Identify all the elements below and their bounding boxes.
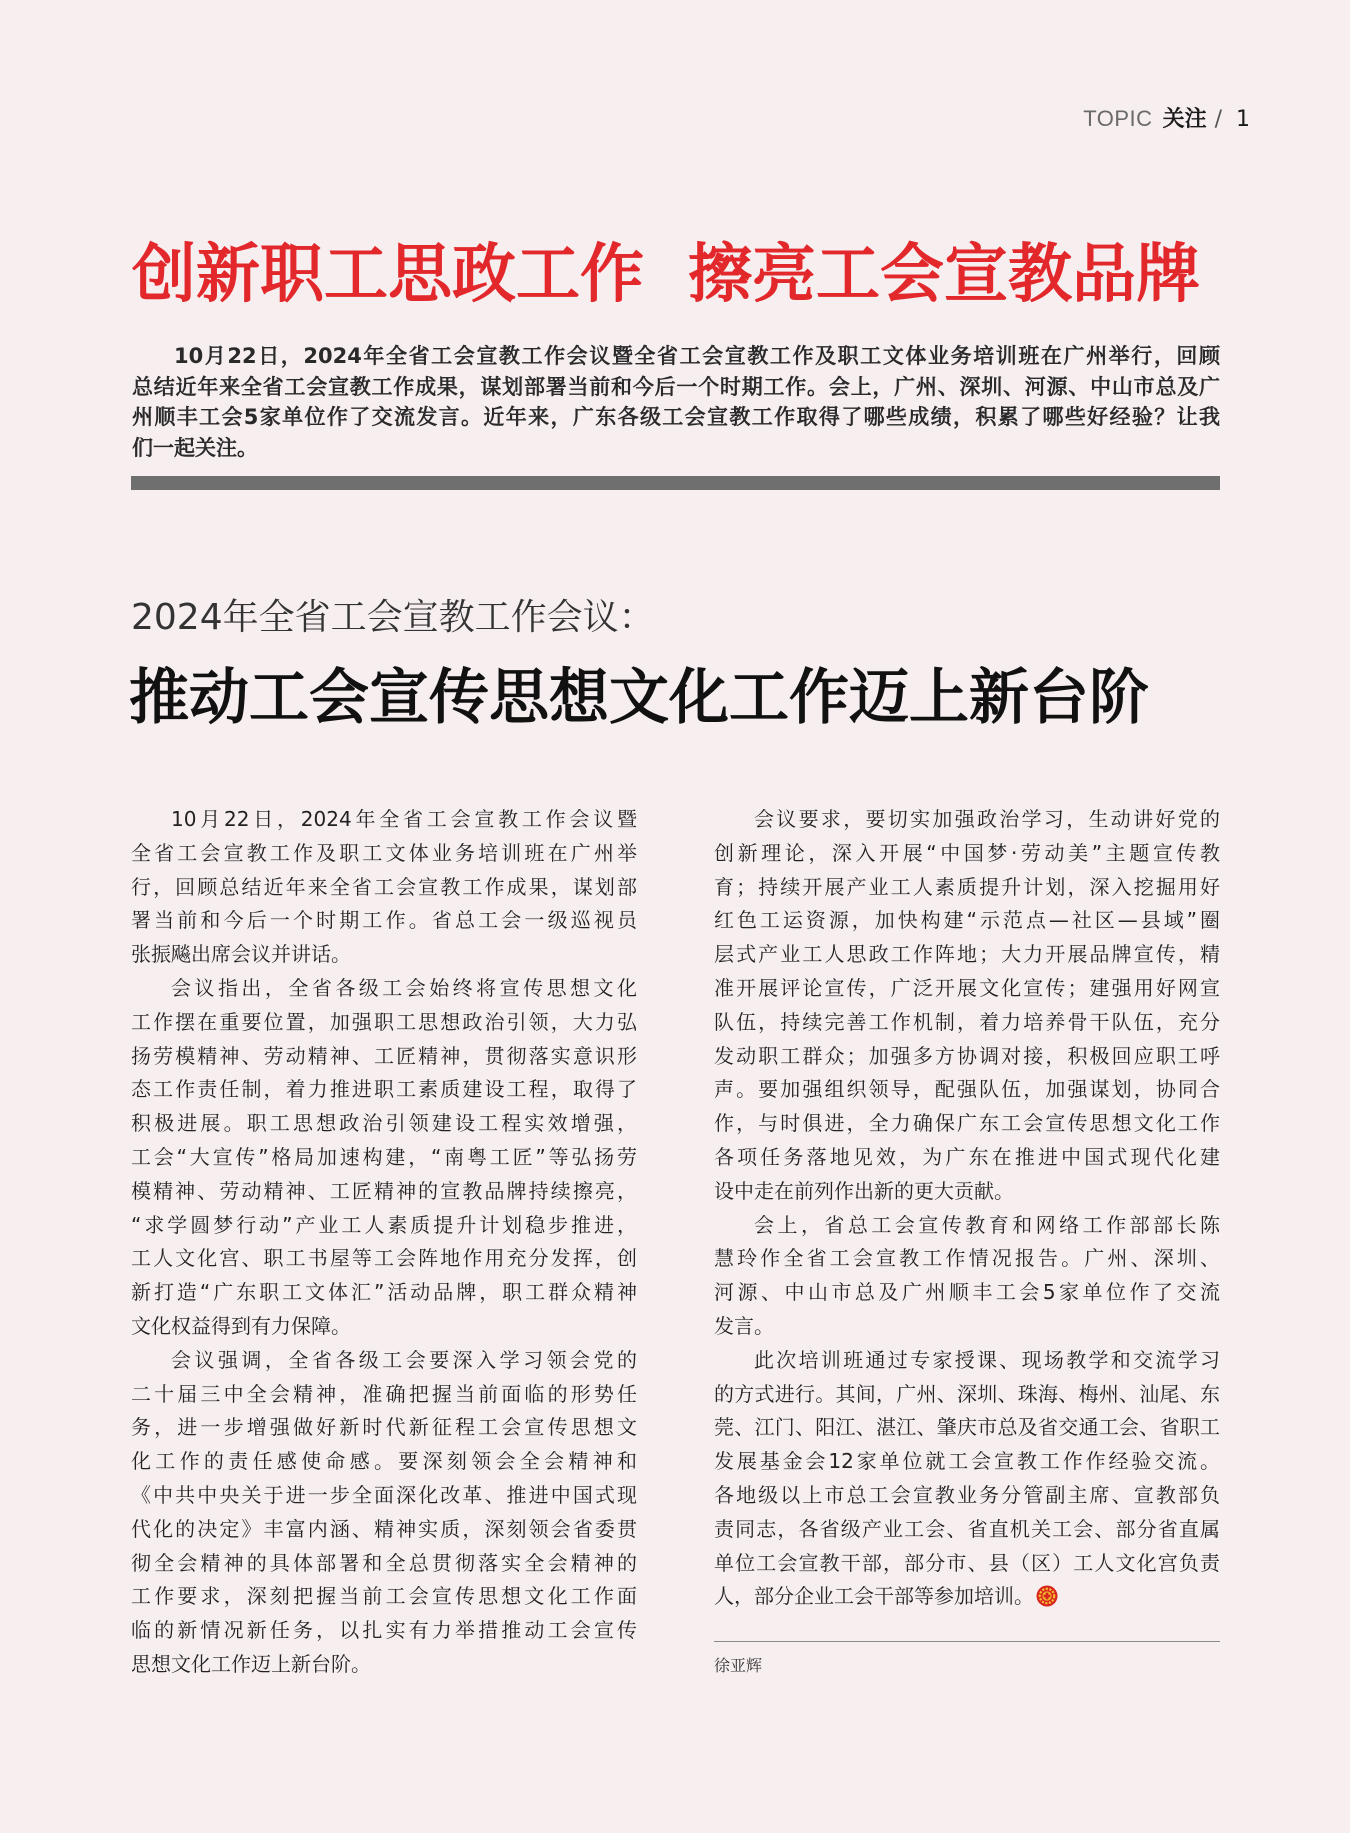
text-line: 发展基金会12家单位就工会宣教工作作经验交流。 [714, 1449, 1220, 1474]
text-line: 全省工会宣教工作及职工文体业务培训班在广州举 [131, 840, 637, 865]
text-line: 各项任务落地见效，为广东在推进中国式现代化建 [714, 1144, 1220, 1169]
article-column-left [131, 803, 637, 1682]
text-line: 州顺丰工会5家单位作了交流发言。近年来，广东各级工会宣教工作取得了哪些成绩，积累了哪些好经验？让我 [132, 405, 1220, 430]
text-line: 会议要求，要切实加强政治学习，生动讲好党的 [754, 807, 1220, 831]
text-line: 会议强调，全省各级工会要深入学习领会党的 [171, 1347, 637, 1372]
text-line: 积极进展。职工思想政治引领建设工程实效增强， [131, 1111, 637, 1136]
text-line: 二十届三中全会精神，准确把握当前面临的形势任 [131, 1381, 637, 1406]
text-line: 工作摆在重要位置，加强职工思想政治引领，大力弘 [131, 1009, 637, 1034]
text-line: 态工作责任制，着力推进职工素质建设工程，取得了 [131, 1077, 637, 1102]
text-line: 扬劳模精神、劳动精神、工匠精神，贯彻落实意识形 [131, 1043, 637, 1068]
text-line: 《中共中央关于进一步全面深化改革、推进中国式现 [131, 1482, 637, 1507]
text-line: 创新理论，深入开展“中国梦·劳动美”主题宣传教 [714, 840, 1220, 865]
text-line: 彻全会精神的具体部署和全总贯彻落实全会精神的 [131, 1550, 637, 1575]
section-label: 关注 [1162, 107, 1207, 132]
text-line: 总结近年来全省工会宣教工作成果，谋划部署当前和今后一个时期工作。会上，广州、深圳、河源、中山市总及广 [132, 374, 1220, 399]
page-number: 1 [1236, 107, 1250, 132]
paragraph [714, 1344, 1220, 1614]
article-kicker: 2024年全省工会宣教工作会议： [131, 597, 655, 638]
text-line: 模精神、劳动精神、工匠精神的宣教品牌持续擦亮， [131, 1178, 637, 1203]
text-line: 新打造“广东职工文体汇”活动品牌，职工群众精神 [131, 1280, 637, 1305]
section-divider-bar [131, 476, 1220, 490]
intro-paragraph [132, 341, 1220, 464]
text-line: 责同志，各省级产业工会、省直机关工会、部分省直属 [714, 1516, 1220, 1541]
text-line: 行，回顾总结近年来全省工会宣教工作成果，谋划部 [131, 874, 637, 899]
text-line: 思想文化工作迈上新台阶。 [131, 1651, 371, 1676]
text-line: 各地级以上市总工会宣教业务分管副主席、宣教部负 [714, 1482, 1220, 1507]
paragraph [131, 803, 637, 972]
text-line: 声。要加强组织领导，配强队伍，加强谋划，协同合 [714, 1077, 1220, 1102]
text-line: 准开展评论宣传，广泛开展文化宣传；建强用好网宣 [714, 975, 1220, 1000]
text-line: 队伍，持续完善工作机制，着力培养骨干队伍，充分 [714, 1009, 1220, 1034]
text-line: 工会“大宣传”格局加速构建，“南粤工匠”等弘扬劳 [131, 1144, 637, 1169]
topic-label: TOPIC [1083, 106, 1153, 131]
author-byline: 徐亚辉 [714, 1656, 763, 1675]
text-line: 署当前和今后一个时期工作。省总工会一级巡视员 [131, 908, 637, 933]
text-line: 育；持续开展产业工人素质提升计划，深入挖掘用好 [714, 874, 1220, 899]
text-line: 10月22日，2024年全省工会宣教工作会议暨 [171, 807, 637, 831]
paragraph [131, 1344, 637, 1682]
text-line: 层式产业工人思政工作阵地；大力开展品牌宣传，精 [714, 942, 1220, 967]
text-line: 红色工运资源，加快构建“示范点—社区—县域”圈 [714, 908, 1220, 933]
text-line: 设中走在前列作出新的更大贡献。 [714, 1178, 1014, 1203]
text-line: 发言。 [714, 1313, 774, 1338]
text-line: “求学圆梦行动”产业工人素质提升计划稳步推进， [131, 1212, 637, 1237]
feature-title [132, 238, 1220, 312]
text-line: 会上，省总工会宣传教育和网络工作部部长陈 [754, 1212, 1220, 1237]
text-line: 河源、中山市总及广州顺丰工会5家单位作了交流 [714, 1280, 1220, 1305]
text-line: 务，进一步增强做好新时代新征程工会宣传思想文 [131, 1415, 637, 1440]
text-line: 单位工会宣教干部，部分市、县（区）工人文化宫负责 [714, 1550, 1220, 1575]
article-headline: 推动工会宣传思想文化工作迈上新台阶 [129, 663, 1149, 733]
text-line: 化工作的责任感使命感。要深刻领会全会精神和 [131, 1449, 637, 1474]
text-line: 作，与时俱进，全力确保广东工会宣传思想文化工作 [714, 1111, 1220, 1136]
text-line: 临的新情况新任务，以扎实有力举措推动工会宣传 [131, 1618, 637, 1643]
text-line: 张振飚出席会议并讲话。 [131, 942, 351, 967]
text-line: 们一起关注。 [132, 436, 258, 461]
text-line: 慧玲作全省工会宣教工作情况报告。广州、深圳、 [714, 1246, 1220, 1271]
running-header [1083, 104, 1250, 134]
trade-union-emblem-icon [1036, 1584, 1058, 1606]
text-line: 莞、江门、阳江、湛江、肇庆市总及省交通工会、省职工 [714, 1415, 1220, 1440]
author-divider-line [714, 1641, 1220, 1642]
paragraph [131, 972, 637, 1344]
text-line: 发动职工群众；加强多方协调对接，积极回应职工呼 [714, 1043, 1220, 1068]
text-line: 文化权益得到有力保障。 [131, 1313, 351, 1338]
text-line: 人，部分企业工会干部等参加培训。 [714, 1580, 1220, 1614]
paragraph [714, 803, 1220, 1209]
text-line: 工人文化宫、职工书屋等工会阵地作用充分发挥，创 [131, 1246, 637, 1271]
paragraph [714, 1209, 1220, 1344]
text-line: 代化的决定》丰富内涵、精神实质，深刻领会省委贯 [131, 1516, 637, 1541]
feature-title-part-1: 创新职工思政工作 [132, 238, 644, 312]
paragraph [132, 341, 1220, 464]
article-column-right [714, 803, 1220, 1614]
feature-title-part-2: 擦亮工会宣教品牌 [688, 238, 1200, 312]
text-line: 10月22日，2024年全省工会宣教工作会议暨全省工会宣教工作及职工文体业务培训班在广州举行，回顾 [174, 344, 1220, 368]
header-separator: / [1214, 107, 1222, 132]
text-line: 工作要求，深刻把握当前工会宣传思想文化工作面 [131, 1584, 637, 1609]
text-line: 会议指出，全省各级工会始终将宣传思想文化 [171, 975, 637, 1000]
text-line: 的方式进行。其间，广州、深圳、珠海、梅州、汕尾、东 [714, 1381, 1220, 1406]
text-line: 此次培训班通过专家授课、现场教学和交流学习 [754, 1347, 1220, 1372]
